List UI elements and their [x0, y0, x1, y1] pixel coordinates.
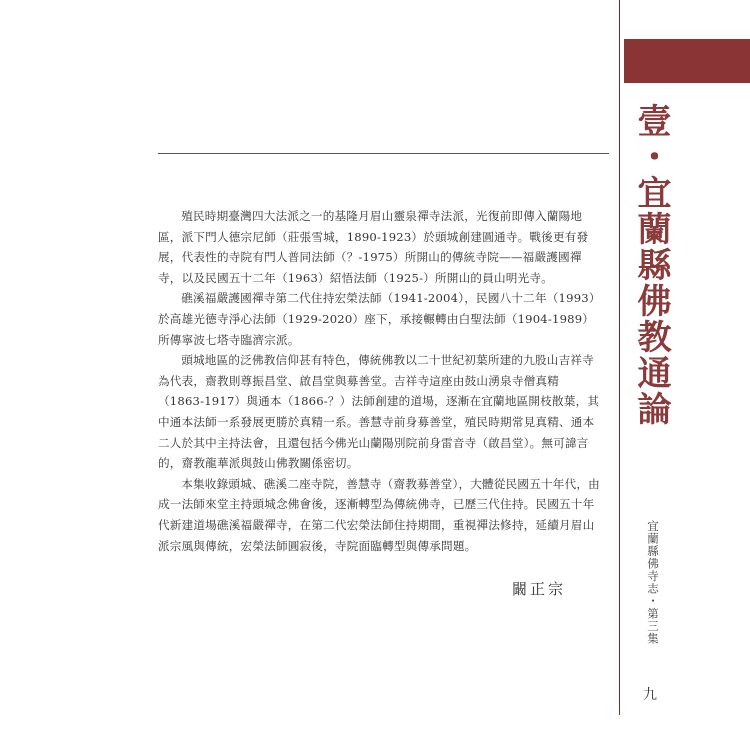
- paragraph-4: 本集收錄頭城、礁溪二座寺院，善慧寺（齋教募善堂），大體從民國五十年代，由成一法師來堂主持頭城念佛會後，逐漸轉型為傳統佛寺，已歷三代住持。民國五十年代新建道場礁溪福嚴禪寺，在第二代宏榮法師住持期間，重視禪法修持，延續月眉山派宗風與傳統，宏榮法師圓寂後，寺院面臨轉型與傳承問題。: [158, 476, 600, 553]
- sidebar-divider: [619, 0, 620, 715]
- body-text: [158, 206, 602, 556]
- paragraph-3: 頭城地區的泛佛教信仰甚有特色，傳統佛教以二十世紀初葉所建的九股山吉祥寺為代表，齋教則尊振昌堂、啟昌堂與募善堂。吉祥寺這座由鼓山湧泉寺僧真精（1863-1917）與通本（1866-？）法師創建的道場，逐漸在宜蘭地區開枝散葉，其中通本法師一系發展更勝於真精一系。善慧寺前身募善堂，殖民時期常見真精、通本二人於其中主持法會，且還包括今佛光山蘭陽別院前身雷音寺（啟昌堂）。無可諱言的，齋教龍華派與鼓山佛教關係密切。: [158, 353, 600, 471]
- page-number: 九: [643, 687, 657, 703]
- top-divider: [158, 153, 609, 154]
- paragraph-1: 殖民時期臺灣四大法派之一的基隆月眉山靈泉禪寺法派，光復前即傳入蘭陽地區，派下門人德宗尼師（莊張雪城，1890-1923）於頭城創建圓通寺。戰後更有發展，代表性的寺院有門人普同法師（？-1975）所開山的傳統寺院——福嚴護國禪寺，以及民國五十二年（1963）紹悟法師（1925-）所開山的員山明光寺。: [158, 209, 589, 285]
- chapter-tab: [624, 39, 750, 83]
- author-signature: 闞正宗: [512, 580, 567, 598]
- paragraph-2: 礁溪福嚴護國禪寺第二代住持宏榮法師（1941-2004），民國八十二年（1993）於高雄光德寺淨心法師（1929-2020）座下，承接輾轉由白聖法師（1904-1989）所傳寧波七塔寺臨濟宗派。: [158, 291, 601, 347]
- book-subtitle: 宜蘭縣佛寺志・第三集: [646, 520, 660, 645]
- chapter-title: 壹・宜蘭縣佛教通論: [631, 103, 671, 427]
